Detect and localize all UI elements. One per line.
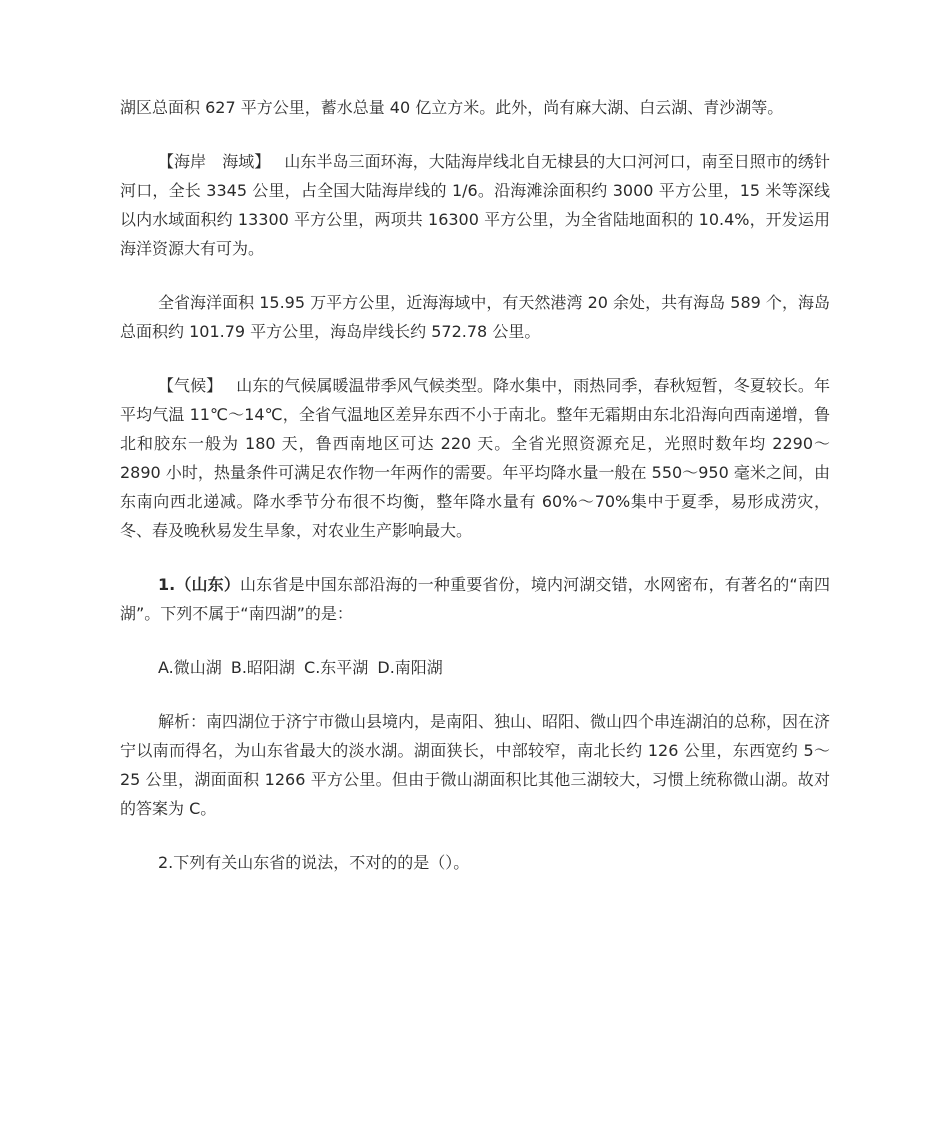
- climate-section-tag: 【气候】: [158, 376, 223, 395]
- coast-paragraph: [120, 147, 830, 263]
- question-1-analysis: 解析：南四湖位于济宁市微山县境内，是南阳、独山、昭阳、微山四个串连湖泊的总称，因在济宁以南而得名，为山东省最大的淡水湖。湖面狭长，中部较窄，南北长约 126 公里，东西宽约 5～25 公里，湖面面积 1266 平方公里。但由于微山湖面积比其他三湖较大，习惯上统称微山湖。故对的答案为 C。: [120, 712, 831, 818]
- question-1-options: [120, 653, 830, 682]
- option-b: B.昭阳湖: [230, 658, 295, 677]
- option-c: C.东平湖: [304, 658, 369, 677]
- climate-text: 山东的气候属暖温带季风气候类型。降水集中，雨热同季，春秋短暂，冬夏较长。年平均气温 11℃～14℃，全省气温地区差异东西不小于南北。整年无霜期由东北沿海向西南递增，鲁北和胶东一般为 180 天，鲁西南地区可达 220 天。全省光照资源充足，光照时数年均 2290～2890 小时，热量条件可满足农作物一年两作的需要。年平均降水量一般在 550～950 毫米之间，由东南向西北递减。降水季节分布很不均衡，整年降水量有 60%～70%集中于夏季，易形成涝灾，冬、春及晚秋易发生旱象，对农业生产影响最大。: [120, 376, 830, 540]
- question-2: 2.下列有关山东省的说法，不对的的是（）。: [158, 853, 470, 872]
- option-a: A.微山湖: [158, 658, 222, 677]
- ocean-paragraph: 全省海洋面积 15.95 万平方公里，近海海域中，有天然港湾 20 余处，共有海岛 589 个，海岛总面积约 101.79 平方公里，海岛岸线长约 572.78 公里。: [120, 293, 830, 341]
- lakes-paragraph: 湖区总面积 627 平方公里，蓄水总量 40 亿立方米。此外，尚有麻大湖、白云湖、青沙湖等。: [120, 98, 784, 117]
- document-page: [120, 93, 830, 877]
- coast-section-tag: 【海岸 海域】: [158, 152, 271, 171]
- option-d: D.南阳湖: [377, 658, 443, 677]
- coast-text: 山东半岛三面环海，大陆海岸线北自无棣县的大口河河口，南至日照市的绣针河口，全长 3345 公里，占全国大陆海岸线的 1/6。沿海滩涂面积约 3000 平方公里，15 米等深线以内水域面积约 13300 平方公里，两项共 16300 平方公里，为全省陆地面积的 10.4%，开发运用海洋资源大有可为。: [120, 152, 830, 258]
- question-1-number: 1.（山东）: [158, 575, 241, 594]
- question-1-stem: 山东省是中国东部沿海的一种重要省份，境内河湖交错，水网密布，有著名的“南四湖”。下列不属于“南四湖”的是：: [120, 575, 830, 623]
- question-1: [120, 570, 830, 628]
- climate-paragraph: [120, 371, 830, 545]
